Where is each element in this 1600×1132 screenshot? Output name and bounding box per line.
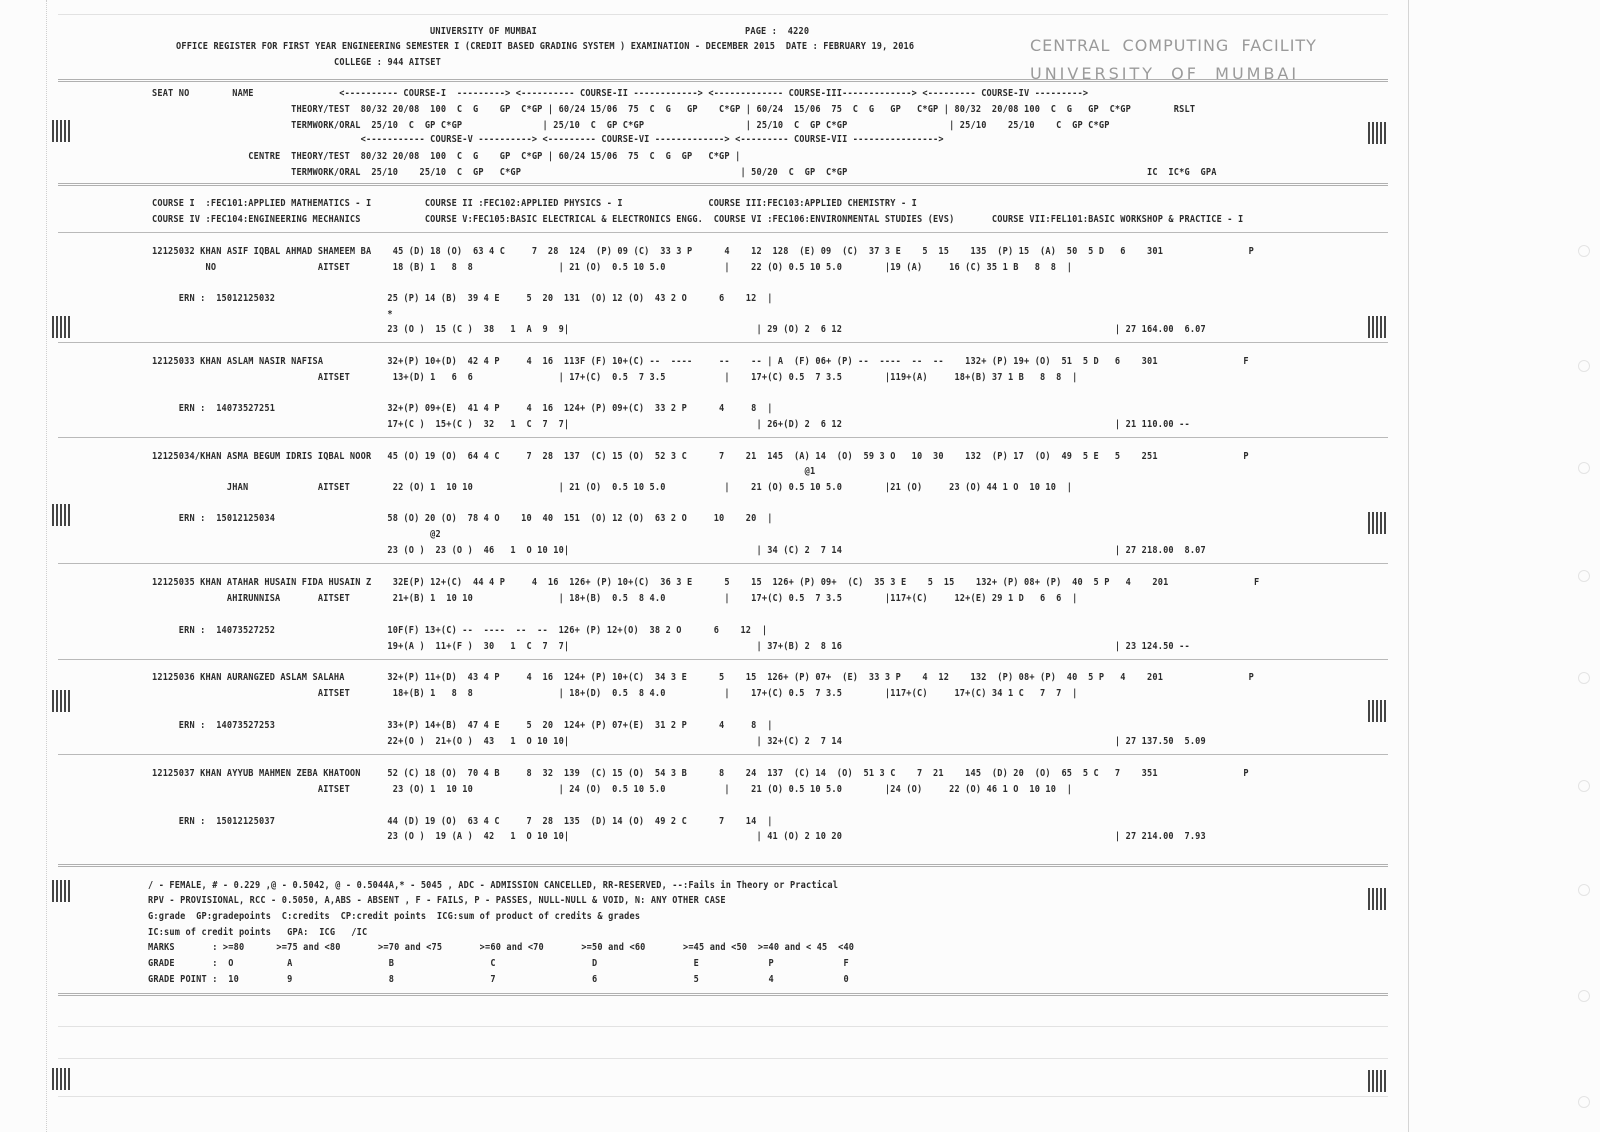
column-header-line: TERMWORK/ORAL 25/10 C GP C*GP | 25/10 C GP C*GP | 25/10 C GP C*GP | 25/10 25/10 C GP C*GP <box>152 120 1110 131</box>
divider <box>58 437 1388 438</box>
scan-mark <box>1368 700 1386 722</box>
column-header-line: THEORY/TEST 80/32 20/08 100 C G GP C*GP | 60/24 15/06 75 C G GP C*GP | 60/24 15/06 75 C G GP C*GP | 80/32 20/08 100 C G GP C*GP RSLT <box>152 104 1196 115</box>
student-line: @2 <box>152 529 441 540</box>
student-line: AITSET 13+(D) 1 6 6 | 17+(C) 0.5 7 3.5 | 17+(C) 0.5 7 3.5 |119+(A) 18+(B) 37 1 B 8 8 | <box>152 372 1078 383</box>
student-line: 19+(A ) 11+(F ) 30 1 C 7 7| | 37+(B) 2 8 16 | 23 124.50 -- <box>152 641 1190 652</box>
course-legend-line: COURSE I :FEC101:APPLIED MATHEMATICS - I COURSE II :FEC102:APPLIED PHYSICS - I COURSE III:FEC103:APPLIED CHEMISTRY - I <box>152 198 918 209</box>
student-line: 17+(C ) 15+(C ) 32 1 C 7 7| | 26+(D) 2 6 12 | 21 110.00 -- <box>152 419 1190 430</box>
tractor-hole <box>1578 780 1590 792</box>
column-header-line: TERMWORK/ORAL 25/10 25/10 C GP C*GP | 50/20 C GP C*GP IC IC*G GPA <box>152 167 1217 178</box>
student-line: * <box>152 309 393 320</box>
student-line: @1 <box>152 466 816 477</box>
student-line: AITSET 23 (O) 1 10 10 | 24 (O) 0.5 10 5.0 | 21 (O) 0.5 10 5.0 |24 (O) 22 (O) 46 1 O 10 10 | <box>152 784 1073 795</box>
scan-mark <box>52 1068 70 1090</box>
register-title: OFFICE REGISTER FOR FIRST YEAR ENGINEERING SEMESTER I (CREDIT BASED GRADING SYSTEM ) EXAMINATION - DECEMBER 2015 DATE : FEBRUARY 19, 2016 <box>176 41 915 52</box>
page-number: PAGE : 4220 <box>745 26 810 37</box>
scan-mark <box>1368 316 1386 338</box>
divider <box>58 342 1388 343</box>
student-line: 12125035 KHAN ATAHAR HUSAIN FIDA HUSAIN Z 32E(P) 12+(C) 44 4 P 4 16 126+ (P) 10+(C) 36 3 E 5 15 126+ (P) 09+ (C) 35 3 E 5 15 132+ (P) 08+ (P) 40 5 P 4 201 F <box>152 577 1260 588</box>
scan-mark <box>52 690 70 712</box>
tractor-hole <box>1578 462 1590 474</box>
tractor-hole <box>1578 245 1590 257</box>
student-line: ERN : 14073527251 32+(P) 09+(E) 41 4 P 4 16 124+ (P) 09+(C) 33 2 P 4 8 | <box>152 403 773 414</box>
tractor-hole <box>1578 1096 1590 1108</box>
scan-mark <box>1368 888 1386 910</box>
column-header-line: <----------- COURSE-V ----------> <--------- COURSE-VI -------------> <--------- COURSE-VII ----------------> <box>152 134 944 145</box>
footer-line: RPV - PROVISIONAL, RCC - 0.5050, A,ABS - ABSENT , F - FAILS, P - PASSES, NULL-NULL & VOID, N: ANY OTHER CASE <box>148 895 726 906</box>
tractor-hole <box>1578 990 1590 1002</box>
scan-mark <box>1368 122 1386 144</box>
ccf-stamp-line2: UNIVERSITY OF MUMBAI <box>1030 64 1300 83</box>
form-rule <box>58 1096 1388 1097</box>
student-line: 23 (O ) 23 (O ) 46 1 O 10 10| | 34 (C) 2 7 14 | 27 218.00 8.07 <box>152 545 1206 556</box>
ccf-stamp-line1: CENTRAL COMPUTING FACILITY <box>1030 36 1317 55</box>
right-perforation-edge <box>1408 0 1409 1132</box>
student-line: 12125032 KHAN ASIF IQBAL AHMAD SHAMEEM BA 45 (D) 18 (O) 63 4 C 7 28 124 (P) 09 (C) 33 3 P 4 12 128 (E) 09 (C) 37 3 E 5 15 135 (P) 15 (A) 50 5 D 6 301 P <box>152 246 1255 257</box>
divider <box>58 754 1388 755</box>
student-line: 12125033 KHAN ASLAM NASIR NAFISA 32+(P) 10+(D) 42 4 P 4 16 113F (F) 10+(C) -- ---- -- -- | A (F) 06+ (P) -- ---- -- -- 132+ (P) 19+ (O) 51 5 D 6 301 F <box>152 356 1249 367</box>
student-line: AITSET 18+(B) 1 8 8 | 18+(D) 0.5 8 4.0 | 17+(C) 0.5 7 3.5 |117+(C) 17+(C) 34 1 C 7 7 | <box>152 688 1078 699</box>
divider <box>58 232 1388 233</box>
scan-mark <box>1368 512 1386 534</box>
scan-mark <box>1368 1070 1386 1092</box>
tractor-hole <box>1578 884 1590 896</box>
student-line: 22+(O ) 21+(O ) 43 1 O 10 10| | 32+(C) 2 7 14 | 27 137.50 5.09 <box>152 736 1206 747</box>
student-line: ERN : 15012125034 58 (O) 20 (O) 78 4 O 10 40 151 (O) 12 (O) 63 2 O 10 20 | <box>152 513 773 524</box>
student-line: 12125037 KHAN AYYUB MAHMEN ZEBA KHATOON 52 (C) 18 (O) 70 4 B 8 32 139 (C) 15 (O) 54 3 B 8 24 137 (C) 14 (O) 51 3 C 7 21 145 (D) 20 (O) 65 5 C 7 351 P <box>152 768 1249 779</box>
course-legend-line: COURSE IV :FEC104:ENGINEERING MECHANICS COURSE V:FEC105:BASIC ELECTRICAL & ELECTRONICS ENGG. COURSE VI :FEC106:ENVIRONMENTAL STUDIES (EVS) COURSE VII:FEL101:BASIC WORKSHOP & PRACTICE - I <box>152 214 1244 225</box>
divider <box>58 864 1388 867</box>
divider <box>58 183 1388 186</box>
grade-scale-points: GRADE POINT : 10 9 8 7 6 5 4 0 <box>148 974 849 985</box>
footer-line: G:grade GP:gradepoints C:credits CP:credit points ICG:sum of product of credits & grades <box>148 911 641 922</box>
university-title: UNIVERSITY OF MUMBAI <box>430 26 538 37</box>
student-line: 23 (O ) 19 (A ) 42 1 O 10 10| | 41 (O) 2 10 20 | 27 214.00 7.93 <box>152 831 1206 842</box>
student-line: ERN : 15012125037 44 (D) 19 (O) 63 4 C 7 28 135 (D) 14 (O) 49 2 C 7 14 | <box>152 816 773 827</box>
tractor-hole <box>1578 570 1590 582</box>
student-line: ERN : 15012125032 25 (P) 14 (B) 39 4 E 5 20 131 (O) 12 (O) 43 2 O 6 12 | <box>152 293 773 304</box>
form-rule <box>58 1058 1388 1059</box>
student-line: ERN : 14073527252 10F(F) 13+(C) -- ---- -- -- 126+ (P) 12+(O) 38 2 O 6 12 | <box>152 625 768 636</box>
student-line: 12125034/KHAN ASMA BEGUM IDRIS IQBAL NOOR 45 (O) 19 (O) 64 4 C 7 28 137 (C) 15 (O) 52 3 C 7 21 145 (A) 14 (O) 59 3 O 10 30 132 (P) 17 (O) 49 5 E 5 251 P <box>152 451 1249 462</box>
form-rule <box>58 1026 1388 1027</box>
scan-mark <box>52 504 70 526</box>
column-header-line: SEAT NO NAME <---------- COURSE-I ---------> <---------- COURSE-II ------------> <------------- COURSE-III-------------> <--------- COURSE-IV ---------> <box>152 88 1089 99</box>
student-line: 23 (O ) 15 (C ) 38 1 A 9 9| | 29 (O) 2 6 12 | 27 164.00 6.07 <box>152 324 1206 335</box>
footer-line: / - FEMALE, # - 0.229 ,@ - 0.5042, @ - 0.5044A,* - 5045 , ADC - ADMISSION CANCELLED, RR-RESERVED, --:Fails in Theory or Practical <box>148 880 839 891</box>
tractor-hole <box>1578 360 1590 372</box>
scan-mark <box>52 880 70 902</box>
student-line: 12125036 KHAN AURANGZED ASLAM SALAHA 32+(P) 11+(D) 43 4 P 4 16 124+ (P) 10+(C) 34 3 E 5 15 126+ (P) 07+ (E) 33 3 P 4 12 132 (P) 08+ (P) 40 5 P 4 201 P <box>152 672 1255 683</box>
scan-mark <box>52 120 70 142</box>
tractor-hole <box>1578 672 1590 684</box>
student-line: JHAN AITSET 22 (O) 1 10 10 | 21 (O) 0.5 10 5.0 | 21 (O) 0.5 10 5.0 |21 (O) 23 (O) 44 1 O 10 10 | <box>152 482 1073 493</box>
divider <box>58 79 1388 82</box>
grade-scale-grades: GRADE : O A B C D E P F <box>148 958 849 969</box>
left-perforation-edge <box>46 0 47 1132</box>
student-line: NO AITSET 18 (B) 1 8 8 | 21 (O) 0.5 10 5.0 | 22 (O) 0.5 10 5.0 |19 (A) 16 (C) 35 1 B 8 8 | <box>152 262 1073 273</box>
college-name: COLLEGE : 944 AITSET <box>334 57 442 68</box>
divider <box>58 659 1388 660</box>
column-header-line: CENTRE THEORY/TEST 80/32 20/08 100 C G GP C*GP | 60/24 15/06 75 C G GP C*GP | <box>152 151 741 162</box>
divider <box>58 993 1388 996</box>
grade-scale-marks: MARKS : >=80 >=75 and <80 >=70 and <75 >=60 and <70 >=50 and <60 >=45 and <50 >=40 and < 45 <40 <box>148 942 855 953</box>
form-rule <box>58 14 1388 15</box>
footer-line: IC:sum of credit points GPA: ICG /IC <box>148 927 368 938</box>
student-line: AHIRUNNISA AITSET 21+(B) 1 10 10 | 18+(B) 0.5 8 4.0 | 17+(C) 0.5 7 3.5 |117+(C) 12+(E) 29 1 D 6 6 | <box>152 593 1078 604</box>
student-line: ERN : 14073527253 33+(P) 14+(B) 47 4 E 5 20 124+ (P) 07+(E) 31 2 P 4 8 | <box>152 720 773 731</box>
divider <box>58 563 1388 564</box>
scan-mark <box>52 316 70 338</box>
